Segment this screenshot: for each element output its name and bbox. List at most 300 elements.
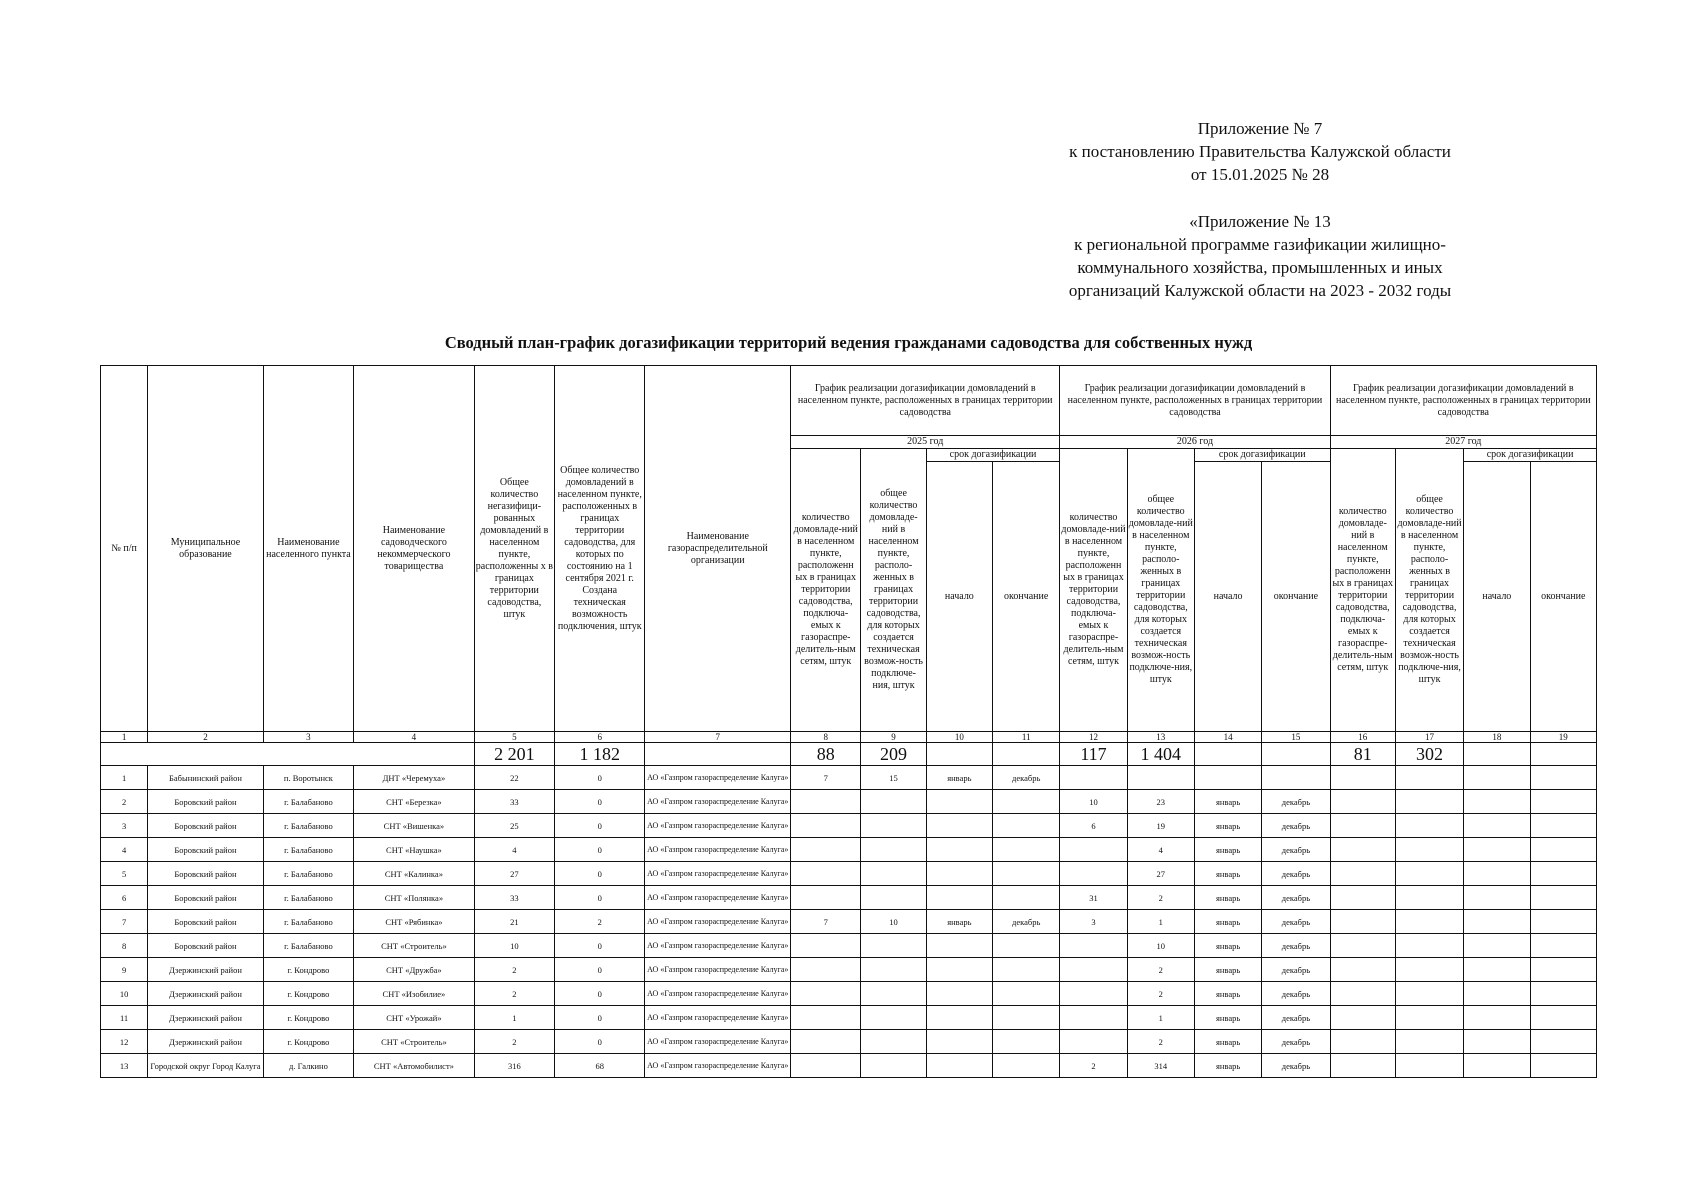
connected-2025-cell — [791, 982, 861, 1006]
ungasified-cell: 25 — [474, 814, 554, 838]
total-c13: 1 404 — [1127, 743, 1194, 766]
gdo-cell: АО «Газпром газораспределение Калуга» — [645, 886, 791, 910]
end-2025-cell — [993, 814, 1060, 838]
totals-row — [101, 743, 1597, 766]
end-2025-cell — [993, 958, 1060, 982]
appendix-13-line3: коммунального хозяйства, промышленных и иных — [1077, 258, 1443, 277]
empty-2027-cell — [1530, 790, 1597, 814]
appendix-13-number: «Приложение № 13 — [1189, 212, 1331, 231]
column-number: 18 — [1464, 732, 1530, 743]
empty-2027-cell — [1330, 910, 1395, 934]
settlement-cell: г. Кондрово — [263, 958, 353, 982]
end-2026-cell: декабрь — [1262, 886, 1330, 910]
total-c17: 302 — [1395, 743, 1463, 766]
column-number: 15 — [1262, 732, 1330, 743]
empty-2027-cell — [1530, 1030, 1597, 1054]
empty-2027-cell — [1330, 790, 1395, 814]
end-2025-cell — [993, 1030, 1060, 1054]
end-2026-cell: декабрь — [1262, 790, 1330, 814]
table-row — [101, 1006, 1597, 1030]
created-2026-cell: 2 — [1127, 1030, 1194, 1054]
connected-2025-cell: 7 — [791, 766, 861, 790]
ungasified-cell: 22 — [474, 766, 554, 790]
column-number-row — [101, 732, 1597, 743]
connected-2026-cell — [1060, 934, 1127, 958]
appendix-7-block — [1000, 117, 1520, 186]
empty-2027-cell — [1330, 958, 1395, 982]
end-2025-cell: декабрь — [993, 910, 1060, 934]
ungasified-cell: 1 — [474, 1006, 554, 1030]
partnership-cell: СНТ «Рябинка» — [354, 910, 475, 934]
gdo-cell: АО «Газпром газораспределение Калуга» — [645, 814, 791, 838]
possible-cell: 0 — [555, 886, 645, 910]
empty-2027-cell — [1530, 1006, 1597, 1030]
gdo-cell: АО «Газпром газораспределение Калуга» — [645, 910, 791, 934]
end-2026-cell: декабрь — [1262, 1054, 1330, 1078]
empty-2027-cell — [1330, 1054, 1395, 1078]
empty-2027-cell — [1395, 814, 1463, 838]
partnership-cell: СНТ «Калинка» — [354, 862, 475, 886]
row-number: 12 — [101, 1030, 148, 1054]
settlement-cell: г. Балабаново — [263, 838, 353, 862]
empty-2027-cell — [1464, 982, 1530, 1006]
table-row — [101, 1054, 1597, 1078]
settlement-cell: г. Балабаново — [263, 790, 353, 814]
settlement-cell: д. Галкино — [263, 1054, 353, 1078]
table-row — [101, 958, 1597, 982]
total-c6: 1 182 — [555, 743, 645, 766]
start-2025-cell — [926, 1030, 992, 1054]
possible-cell: 68 — [555, 1054, 645, 1078]
start-2026-cell: январь — [1194, 1054, 1261, 1078]
end-2025-cell — [993, 1054, 1060, 1078]
empty-2027-cell — [1464, 766, 1530, 790]
created-2025-cell — [861, 958, 926, 982]
header-connected-2026: количество домовладе-ний в населенном пункте, расположенн ых в границах территории садоводства, подключа-емых к газораспре-делитель-ным сетям, штук — [1060, 449, 1127, 732]
end-2026-cell: декабрь — [1262, 982, 1330, 1006]
created-2025-cell — [861, 862, 926, 886]
header-year-2027: 2027 год — [1330, 436, 1596, 449]
created-2025-cell — [861, 934, 926, 958]
created-2026-cell: 27 — [1127, 862, 1194, 886]
start-2025-cell — [926, 838, 992, 862]
header-start-2027: начало — [1464, 462, 1530, 732]
created-2025-cell — [861, 838, 926, 862]
connected-2026-cell: 3 — [1060, 910, 1127, 934]
empty-2027-cell — [1330, 1006, 1395, 1030]
created-2026-cell: 1 — [1127, 910, 1194, 934]
ungasified-cell: 10 — [474, 934, 554, 958]
created-2026-cell: 1 — [1127, 1006, 1194, 1030]
start-2026-cell: январь — [1194, 814, 1261, 838]
gdo-cell: АО «Газпром газораспределение Калуга» — [645, 934, 791, 958]
column-number: 8 — [791, 732, 861, 743]
column-number: 16 — [1330, 732, 1395, 743]
start-2025-cell — [926, 1006, 992, 1030]
empty-2027-cell — [1395, 886, 1463, 910]
ungasified-cell: 2 — [474, 958, 554, 982]
start-2026-cell: январь — [1194, 958, 1261, 982]
column-number: 7 — [645, 732, 791, 743]
end-2025-cell: декабрь — [993, 766, 1060, 790]
header-total-possible: Общее количество домовладений в населенном пункте, расположенных в границах территории садоводства, для которых по состоянию на 1 сентября 2021 г. Создана техническая возможность подключения, штук — [555, 366, 645, 732]
empty-2027-cell — [1464, 934, 1530, 958]
connected-2025-cell — [791, 814, 861, 838]
connected-2026-cell — [1060, 1030, 1127, 1054]
possible-cell: 0 — [555, 838, 645, 862]
empty-2027-cell — [1330, 1030, 1395, 1054]
row-number: 10 — [101, 982, 148, 1006]
ungasified-cell: 33 — [474, 790, 554, 814]
empty-2027-cell — [1464, 958, 1530, 982]
column-number: 2 — [148, 732, 264, 743]
start-2025-cell: январь — [926, 766, 992, 790]
header-settlement: Наименование населенного пункта — [263, 366, 353, 732]
column-number: 6 — [555, 732, 645, 743]
end-2025-cell — [993, 838, 1060, 862]
row-number: 3 — [101, 814, 148, 838]
row-number: 1 — [101, 766, 148, 790]
empty-2027-cell — [1464, 862, 1530, 886]
header-term-2027: срок догазификации — [1464, 449, 1597, 462]
total-c16: 81 — [1330, 743, 1395, 766]
gdo-cell: АО «Газпром газораспределение Калуга» — [645, 766, 791, 790]
header-municipality: Муниципальное образование — [148, 366, 264, 732]
row-number: 13 — [101, 1054, 148, 1078]
connected-2025-cell — [791, 838, 861, 862]
partnership-cell: СНТ «Полянка» — [354, 886, 475, 910]
created-2025-cell: 15 — [861, 766, 926, 790]
possible-cell: 0 — [555, 958, 645, 982]
created-2026-cell: 23 — [1127, 790, 1194, 814]
row-number: 7 — [101, 910, 148, 934]
settlement-cell: г. Балабаново — [263, 886, 353, 910]
municipality-cell: Боровский район — [148, 814, 264, 838]
empty-2027-cell — [1395, 838, 1463, 862]
connected-2026-cell — [1060, 838, 1127, 862]
created-2026-cell: 2 — [1127, 886, 1194, 910]
header-end-2027: окончание — [1530, 462, 1597, 732]
end-2026-cell — [1262, 766, 1330, 790]
table-row — [101, 982, 1597, 1006]
ungasified-cell: 2 — [474, 982, 554, 1006]
table-row — [101, 838, 1597, 862]
start-2026-cell: январь — [1194, 934, 1261, 958]
municipality-cell: Дзержинский район — [148, 1030, 264, 1054]
connected-2026-cell: 2 — [1060, 1054, 1127, 1078]
empty-2027-cell — [1395, 862, 1463, 886]
column-number: 5 — [474, 732, 554, 743]
total-c5: 2 201 — [474, 743, 554, 766]
gdo-cell: АО «Газпром газораспределение Калуга» — [645, 1054, 791, 1078]
end-2025-cell — [993, 1006, 1060, 1030]
header-end-2025: окончание — [993, 462, 1060, 732]
total-c12: 117 — [1060, 743, 1127, 766]
total-c9: 209 — [861, 743, 926, 766]
empty-2027-cell — [1464, 1030, 1530, 1054]
start-2025-cell — [926, 862, 992, 886]
empty-2027-cell — [1330, 982, 1395, 1006]
connected-2026-cell — [1060, 862, 1127, 886]
row-number: 6 — [101, 886, 148, 910]
header-schedule-2025: График реализации догазификации домовладений в населенном пункте, расположенных в границах территории садоводства — [791, 366, 1060, 436]
partnership-cell: СНТ «Автомобилист» — [354, 1054, 475, 1078]
municipality-cell: Бабынинский район — [148, 766, 264, 790]
header-partnership: Наименование садоводческого некоммерческого товарищества — [354, 366, 475, 732]
created-2025-cell — [861, 1030, 926, 1054]
partnership-cell: СНТ «Вишенка» — [354, 814, 475, 838]
created-2025-cell — [861, 790, 926, 814]
partnership-cell: СНТ «Наушка» — [354, 838, 475, 862]
appendix-7-date: от 15.01.2025 № 28 — [1190, 165, 1330, 184]
partnership-cell: ДНТ «Черемуха» — [354, 766, 475, 790]
gdo-cell: АО «Газпром газораспределение Калуга» — [645, 982, 791, 1006]
settlement-cell: г. Кондрово — [263, 982, 353, 1006]
municipality-cell: Дзержинский район — [148, 982, 264, 1006]
end-2025-cell — [993, 982, 1060, 1006]
empty-2027-cell — [1330, 934, 1395, 958]
start-2026-cell: январь — [1194, 1030, 1261, 1054]
partnership-cell: СНТ «Строитель» — [354, 1030, 475, 1054]
possible-cell: 0 — [555, 814, 645, 838]
connected-2025-cell: 7 — [791, 910, 861, 934]
header-created-2026: общее количество домовладе-ний в населенном пункте, располо-женных в границах территории садоводства, для которых создается техническая возмож-ность подключе-ния, штук — [1127, 449, 1194, 732]
empty-2027-cell — [1464, 838, 1530, 862]
row-number: 9 — [101, 958, 148, 982]
table-row — [101, 910, 1597, 934]
header-term-2025: срок догазификации — [926, 449, 1060, 462]
settlement-cell: г. Балабаново — [263, 910, 353, 934]
created-2025-cell — [861, 1006, 926, 1030]
ungasified-cell: 33 — [474, 886, 554, 910]
created-2025-cell — [861, 1054, 926, 1078]
start-2026-cell: январь — [1194, 910, 1261, 934]
row-number: 2 — [101, 790, 148, 814]
column-number: 1 — [101, 732, 148, 743]
ungasified-cell: 2 — [474, 1030, 554, 1054]
created-2025-cell — [861, 814, 926, 838]
connected-2026-cell — [1060, 982, 1127, 1006]
partnership-cell: СНТ «Березка» — [354, 790, 475, 814]
header-year-2026: 2026 год — [1060, 436, 1330, 449]
appendix-13-block — [1000, 210, 1520, 302]
total-c8: 88 — [791, 743, 861, 766]
ungasified-cell: 21 — [474, 910, 554, 934]
end-2026-cell: декабрь — [1262, 1006, 1330, 1030]
created-2026-cell: 2 — [1127, 982, 1194, 1006]
empty-2027-cell — [1464, 814, 1530, 838]
start-2025-cell: январь — [926, 910, 992, 934]
row-number: 5 — [101, 862, 148, 886]
empty-2027-cell — [1464, 790, 1530, 814]
start-2026-cell: январь — [1194, 982, 1261, 1006]
municipality-cell: Боровский район — [148, 838, 264, 862]
end-2026-cell: декабрь — [1262, 814, 1330, 838]
row-number: 11 — [101, 1006, 148, 1030]
table-row — [101, 766, 1597, 790]
gdo-cell: АО «Газпром газораспределение Калуга» — [645, 1006, 791, 1030]
empty-2027-cell — [1395, 934, 1463, 958]
empty-2027-cell — [1330, 886, 1395, 910]
created-2025-cell: 10 — [861, 910, 926, 934]
municipality-cell: Боровский район — [148, 790, 264, 814]
empty-2027-cell — [1464, 1054, 1530, 1078]
connected-2026-cell — [1060, 766, 1127, 790]
header-num: № п/п — [101, 366, 148, 732]
created-2026-cell: 10 — [1127, 934, 1194, 958]
empty-2027-cell — [1530, 934, 1597, 958]
document-title: Сводный план-график догазификации территорий ведения гражданами садоводства для собственных нужд — [444, 333, 1253, 352]
table-row — [101, 814, 1597, 838]
settlement-cell: г. Балабаново — [263, 934, 353, 958]
empty-2027-cell — [1330, 838, 1395, 862]
end-2025-cell — [993, 790, 1060, 814]
empty-2027-cell — [1395, 910, 1463, 934]
settlement-cell: г. Кондрово — [263, 1030, 353, 1054]
header-created-2027: общее количество домовладе-ний в населенном пункте, располо-женных в границах территории садоводства, для которых создается техническая возмож-ность подключе-ния, штук — [1395, 449, 1463, 732]
empty-2027-cell — [1464, 1006, 1530, 1030]
created-2026-cell — [1127, 766, 1194, 790]
start-2025-cell — [926, 934, 992, 958]
ungasified-cell: 316 — [474, 1054, 554, 1078]
empty-2027-cell — [1530, 1054, 1597, 1078]
column-number: 13 — [1127, 732, 1194, 743]
table-row — [101, 1030, 1597, 1054]
municipality-cell: Боровский район — [148, 862, 264, 886]
connected-2026-cell — [1060, 958, 1127, 982]
empty-2027-cell — [1530, 814, 1597, 838]
column-number: 19 — [1530, 732, 1597, 743]
appendix-7-number: Приложение № 7 — [1197, 119, 1323, 138]
header-schedule-2027: График реализации догазификации домовладений в населенном пункте, расположенных в границах территории садоводства — [1330, 366, 1596, 436]
column-number: 14 — [1194, 732, 1261, 743]
end-2026-cell: декабрь — [1262, 838, 1330, 862]
column-number: 10 — [926, 732, 992, 743]
empty-2027-cell — [1530, 766, 1597, 790]
start-2025-cell — [926, 886, 992, 910]
column-number: 12 — [1060, 732, 1127, 743]
header-gdo: Наименование газораспределительной организации — [645, 366, 791, 732]
settlement-cell: п. Воротынск — [263, 766, 353, 790]
header-term-2026: срок догазификации — [1194, 449, 1330, 462]
possible-cell: 0 — [555, 766, 645, 790]
start-2026-cell: январь — [1194, 790, 1261, 814]
empty-2027-cell — [1530, 958, 1597, 982]
possible-cell: 0 — [555, 934, 645, 958]
start-2025-cell — [926, 1054, 992, 1078]
appendix-7-decree: к постановлению Правительства Калужской области — [1069, 142, 1451, 161]
possible-cell: 2 — [555, 910, 645, 934]
connected-2025-cell — [791, 886, 861, 910]
created-2025-cell — [861, 886, 926, 910]
connected-2025-cell — [791, 862, 861, 886]
partnership-cell: СНТ «Строитель» — [354, 934, 475, 958]
municipality-cell: Городской округ Город Калуга — [148, 1054, 264, 1078]
end-2025-cell — [993, 862, 1060, 886]
empty-2027-cell — [1530, 838, 1597, 862]
gdo-cell: АО «Газпром газораспределение Калуга» — [645, 958, 791, 982]
column-number: 4 — [354, 732, 475, 743]
end-2026-cell: декабрь — [1262, 1030, 1330, 1054]
connected-2025-cell — [791, 1030, 861, 1054]
gdo-cell: АО «Газпром газораспределение Калуга» — [645, 862, 791, 886]
partnership-cell: СНТ «Урожай» — [354, 1006, 475, 1030]
gdo-cell: АО «Газпром газораспределение Калуга» — [645, 1030, 791, 1054]
empty-2027-cell — [1464, 886, 1530, 910]
possible-cell: 0 — [555, 1006, 645, 1030]
ungasified-cell: 27 — [474, 862, 554, 886]
connected-2025-cell — [791, 1006, 861, 1030]
table-row — [101, 862, 1597, 886]
settlement-cell: г. Балабаново — [263, 862, 353, 886]
end-2026-cell: декабрь — [1262, 958, 1330, 982]
connected-2025-cell — [791, 790, 861, 814]
connected-2026-cell: 10 — [1060, 790, 1127, 814]
empty-2027-cell — [1395, 1054, 1463, 1078]
header-created-2025: общее количество домовладе-ний в населенном пункте, располо-женных в границах территории садоводства, для которых создается техническая возмож-ность подключе-ния, штук — [861, 449, 926, 732]
empty-2027-cell — [1330, 766, 1395, 790]
header-year-2025: 2025 год — [791, 436, 1060, 449]
created-2026-cell: 19 — [1127, 814, 1194, 838]
column-number: 9 — [861, 732, 926, 743]
end-2026-cell: декабрь — [1262, 934, 1330, 958]
header-start-2026: начало — [1194, 462, 1261, 732]
start-2026-cell: январь — [1194, 862, 1261, 886]
header-schedule-2026: График реализации догазификации домовладений в населенном пункте, расположенных в границах территории садоводства — [1060, 366, 1330, 436]
settlement-cell: г. Кондрово — [263, 1006, 353, 1030]
possible-cell: 0 — [555, 1030, 645, 1054]
empty-2027-cell — [1330, 814, 1395, 838]
header-connected-2027: количество домовладе-ний в населенном пункте, расположенн ых в границах территории садоводства, подключа-емых к газораспре-делитель-ным сетям, штук — [1330, 449, 1395, 732]
empty-2027-cell — [1395, 790, 1463, 814]
appendix-13-line4: организаций Калужской области на 2023 - 2032 годы — [1068, 281, 1452, 300]
end-2026-cell: декабрь — [1262, 862, 1330, 886]
empty-2027-cell — [1530, 982, 1597, 1006]
table-row — [101, 790, 1597, 814]
municipality-cell: Боровский район — [148, 886, 264, 910]
end-2025-cell — [993, 934, 1060, 958]
connected-2025-cell — [791, 1054, 861, 1078]
municipality-cell: Дзержинский район — [148, 958, 264, 982]
header-total-ungasified: Общее количество негазифици-рованных домовладений в населенном пункте, расположенны х в границах территории садоводства, штук — [474, 366, 554, 732]
created-2026-cell: 4 — [1127, 838, 1194, 862]
header-end-2026: окончание — [1262, 462, 1330, 732]
start-2026-cell: январь — [1194, 1006, 1261, 1030]
table-row — [101, 934, 1597, 958]
end-2025-cell — [993, 886, 1060, 910]
empty-2027-cell — [1395, 958, 1463, 982]
created-2025-cell — [861, 982, 926, 1006]
connected-2026-cell — [1060, 1006, 1127, 1030]
ungasified-cell: 4 — [474, 838, 554, 862]
empty-2027-cell — [1395, 766, 1463, 790]
partnership-cell: СНТ «Изобилие» — [354, 982, 475, 1006]
partnership-cell: СНТ «Дружба» — [354, 958, 475, 982]
start-2025-cell — [926, 958, 992, 982]
plan-table — [100, 365, 1597, 1078]
gdo-cell: АО «Газпром газораспределение Калуга» — [645, 790, 791, 814]
appendix-13-line2: к региональной программе газификации жилищно- — [1074, 235, 1446, 254]
created-2026-cell: 2 — [1127, 958, 1194, 982]
empty-2027-cell — [1330, 862, 1395, 886]
created-2026-cell: 314 — [1127, 1054, 1194, 1078]
start-2026-cell: январь — [1194, 886, 1261, 910]
header-connected-2025: количество домовладе-ний в населенном пункте, расположенн ых в границах территории садоводства, подключа-емых к газораспре-делитель-ным сетям, штук — [791, 449, 861, 732]
connected-2025-cell — [791, 958, 861, 982]
column-number: 11 — [993, 732, 1060, 743]
start-2025-cell — [926, 814, 992, 838]
connected-2025-cell — [791, 934, 861, 958]
